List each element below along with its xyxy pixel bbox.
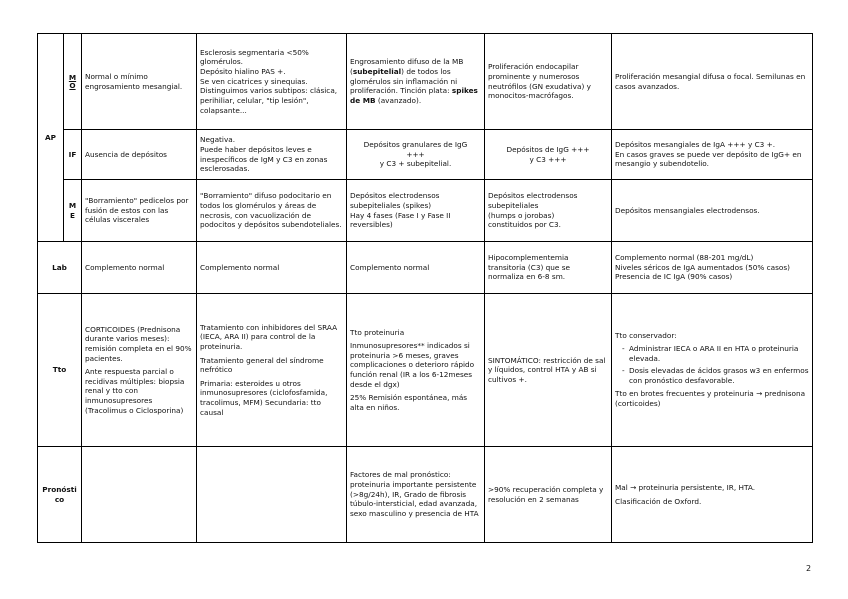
cell-prono-5 [612,447,813,543]
cell-line: Se ven cicatrices y sinequias. [200,76,308,86]
cell-line: y C3 + subepitelial. [379,159,452,169]
sublabel-mo-1: M [68,72,77,82]
row-label-lab: Lab [38,242,82,294]
cell-prono-1 [82,447,197,543]
cell-ap-me-1: "Borramiento" pedicelos por fusión de estos con las células viscerales [82,180,197,242]
cell-ap-if-4 [485,130,612,180]
cell-tto-1 [82,294,197,447]
cell-bold: subepitelial [352,67,402,77]
row-ap-me [38,180,813,242]
row-ap-mo [38,34,813,130]
cell-lab-2: Complemento normal [197,242,347,294]
cell-line: CORTICOIDES (Prednisona durante varios meses): remisión completa en el 90% pacientes. [85,324,192,363]
cell-text: ) de todos los glomérulos sin inflamación ni proliferación. Tinción plata: [350,67,458,96]
cell-line: 25% Remisión espontánea, más alta en niños. [350,393,468,412]
cell-ap-if-1: Ausencia de depósitos [82,130,197,180]
row-label-part: co [54,494,65,504]
page-number: 2 [806,564,812,573]
sublabel-me-2: E [70,210,75,220]
row-label-pronostico [38,447,82,543]
comparison-table [37,33,813,543]
cell-ap-me-4 [485,180,612,242]
row-pronostico [38,447,813,543]
cell-lab-3: Complemento normal [347,242,485,294]
cell-line: (humps o jorobas) [488,210,555,220]
cell-prono-2 [197,447,347,543]
sublabel-mo-2: O [69,80,76,90]
cell-line: constituidos por C3. [488,220,561,230]
row-label-ap: AP [38,34,64,242]
row-label-part: Pronósti [42,484,77,494]
cell-lab-5 [612,242,813,294]
cell-prono-4: >90% recuperación completa y resolución en 2 semanas [485,447,612,543]
cell-ap-if-5 [612,130,813,180]
list-item: - Administrar IECA o ARA II en HTA o proteinuria elevada. [629,344,809,363]
tto-list [615,344,809,386]
cell-line: Puede haber depósitos leves e inespecíficos de IgM y C3 en zonas esclerosadas. [200,144,328,174]
cell-text: (avanzado). [375,95,422,105]
cell-line: Mal → proteinuria persistente, IR, HTA. [615,482,756,492]
cell-tto-4: SINTOMÁTICO: restricción de sal y líquidos, control HTA y AB si cultivos +. [485,294,612,447]
cell-line: Tto conservador: [615,331,677,341]
cell-line: Tratamiento general del síndrome nefrótico [200,355,324,375]
cell-tto-2 [197,294,347,447]
cell-line: En casos graves se puede ver depósito de IgG+ en mesangio y subendotelio. [615,149,802,169]
cell-line: Presencia de IC IgA (90% casos) [615,272,733,282]
cell-ap-me-5: Depósitos mensangiales electrodensos. [612,180,813,242]
cell-line: Depósitos de IgG +++ [506,144,590,154]
sublabel-me-1: M [68,200,77,210]
row-label-tto: Tto [38,294,82,447]
cell-ap-me-3 [347,180,485,242]
sublabel-me [64,180,82,242]
row-tto [38,294,813,447]
cell-ap-mo-4: Proliferación endocapilar prominente y numerosos neutrófilos (GN exudativa) y monocitos-macrófagos. [485,34,612,130]
cell-bold: spikes de MB [350,86,478,105]
cell-ap-if-2 [197,130,347,180]
cell-prono-3: Factores de mal pronóstico: proteinuria importante persistente (>8g/24h), IR, Grado de fibrosis túbulo-intersticial, edad avanzada, sexo masculino y presencia de HTA [347,447,485,543]
cell-line: Depósitos electrodensos subepiteliales [488,191,578,210]
cell-line: Esclerosis segmentaria <50% glomérulos. [200,47,309,67]
cell-ap-mo-5: Proliferación mesangial difusa o focal. Semilunas en casos avanzados. [612,34,813,130]
cell-text: Engrosamiento difuso de la MB ( [350,57,464,77]
cell-line: Negativa. [200,135,236,145]
cell-ap-mo-1: Normal o mínimo engrosamiento mesangial. [82,34,197,130]
cell-line: Complemento normal (88-201 mg/dL) [615,253,754,263]
row-ap-if [38,130,813,180]
cell-line: Distinguimos varios subtipos: clásica, perihiliar, celular, "tip lesión", colapsante... [200,86,338,115]
cell-ap-if-3 [347,130,485,180]
cell-tto-3 [347,294,485,447]
cell-tto-5 [612,294,813,447]
cell-ap-mo-2 [197,34,347,130]
cell-line: Ante respuesta parcial o recidivas múltiples: biopsia renal y tto con inmunosupresores (Tracolimus o Ciclosporina) [85,367,185,415]
cell-line: Primaria: esteroides u otros inmunosupresores (ciclofosfamida, tracolimus, MFM) Secundaria: tto causal [200,378,328,417]
cell-line: Depósitos electrodensos subepiteliales (spikes) [350,191,440,210]
cell-line: Inmunosupresores** indicados si proteinuria >6 meses, graves complicaciones o deterioro rápido función renal (IR a los 6-12meses desde el dgx) [350,341,475,389]
cell-line: Depósito hialino PAS +. [200,67,286,77]
sublabel-if: IF [64,130,82,180]
cell-line: Niveles séricos de IgA aumentados (50% casos) [615,262,791,272]
cell-line: y C3 +++ [529,154,567,164]
cell-ap-me-2: "Borramiento" difuso podocitario en todos los glomérulos y áreas de necrosis, con vacuolización de podocitos y depósitos subendoteliales. [197,180,347,242]
cell-line: Depósitos granulares de IgG [363,140,468,150]
cell-line: Hay 4 fases (Fase I y Fase II reversibles) [350,210,451,230]
cell-lab-4: Hipocomplementemia transitoria (C3) que se normaliza en 6-8 sm. [485,242,612,294]
cell-line: Depósitos mesangiales de IgA +++ y C3 +. [615,140,776,150]
cell-line: Tto en brotes frecuentes y proteinuria → prednisona (corticoides) [615,389,806,409]
cell-ap-mo-3 [347,34,485,130]
cell-line: +++ [406,149,425,159]
sublabel-mo [64,34,82,130]
list-item: - Dosis elevadas de ácidos grasos w3 en enfermos con pronóstico desfavorable. [629,366,809,385]
cell-lab-1: Complemento normal [82,242,197,294]
cell-line: Tto proteinuria [350,327,405,337]
cell-line: Tratamiento con inhibidores del SRAA (IECA, ARA II) para control de la proteinuria. [200,322,338,351]
row-lab [38,242,813,294]
cell-line: Clasificación de Oxford. [615,496,702,506]
